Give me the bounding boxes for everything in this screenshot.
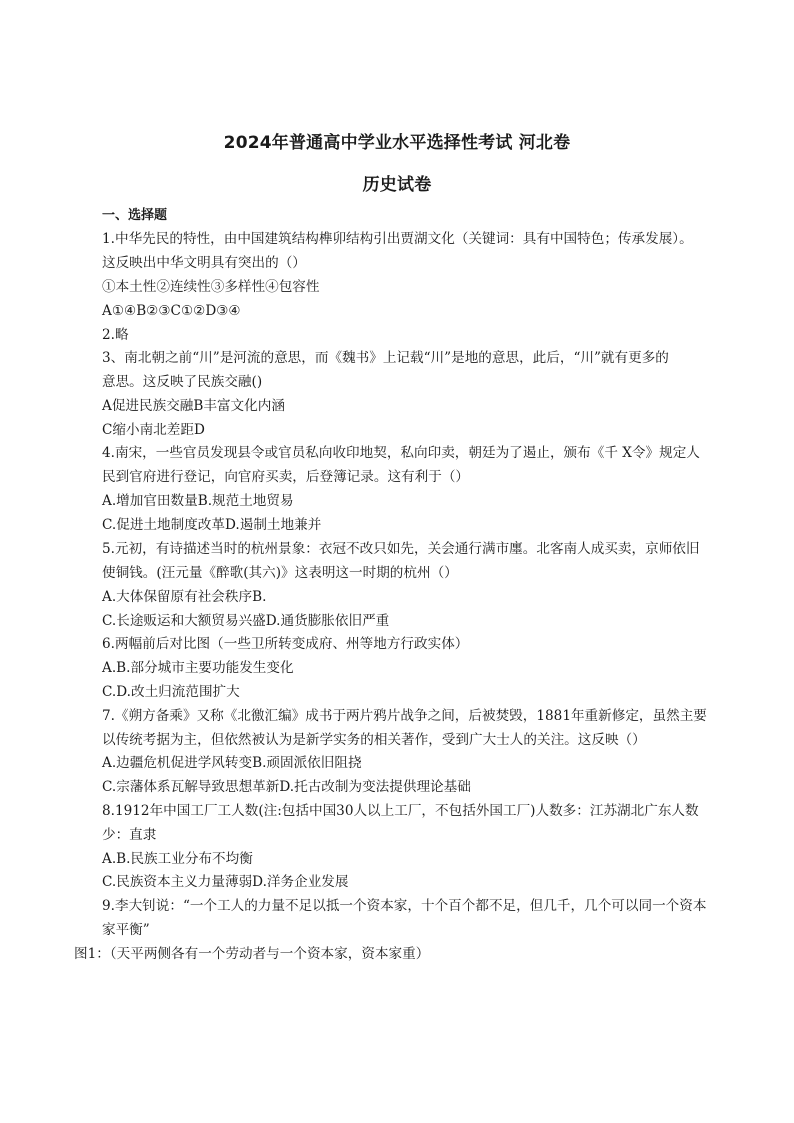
exam-subtitle: 历史试卷	[362, 175, 432, 195]
question-line: A.B.民族工业分布不均衡	[102, 851, 253, 867]
question-line: 6.两幅前后对比图（一些卫所转变成府、州等地方行政实体）	[102, 636, 469, 652]
question-line: 7.《朔方备乘》又称《北徼汇编》成书于两片鸦片战争之间，后被焚毁，1881年重新修定，虽然主要	[102, 708, 707, 724]
question-line: 5.元初，有诗描述当时的杭州景象：衣冠不改只如先，关会通行满市廛。北客南人成买卖，京师依旧	[102, 541, 700, 557]
question-line: 使铜钱。(汪元量《醉歌(其六)》这表明这一时期的杭州（）	[102, 565, 458, 581]
question-line: A促进民族交融B丰富文化内涵	[102, 398, 285, 414]
question-line: A.大体保留原有社会秩序B.	[102, 589, 267, 605]
question-line: C.促进土地制度改革D.遏制土地兼并	[102, 517, 322, 533]
question-line: 9.李大钊说：“一个工人的力量不足以抵一个资本家，十个百个都不足，但几千，几个可以同一个资本	[102, 898, 707, 914]
question-line: A①④B②③C①②D③④	[102, 303, 241, 319]
question-line: 8.1912年中国工厂工人数(注:包括中国30人以上工厂，不包括外国工厂)人数多：江苏湖北广东人数	[102, 803, 699, 819]
question-line: A.增加官田数量B.规范土地贸易	[102, 493, 294, 509]
question-line: C.宗藩体系瓦解导致思想革新D.托古改制为变法提供理论基础	[102, 779, 471, 795]
question-line: 少：直隶	[102, 827, 157, 843]
question-line: 意思。这反映了民族交融()	[102, 374, 263, 390]
figure-caption: 图1：（天平两侧各有一个劳动者与一个资本家，资本家重）	[74, 946, 430, 962]
question-line: 家平衡”	[102, 922, 150, 938]
question-line: 以传统考据为主，但依然被认为是新学实务的相关著作，受到广大士人的关注。这反映（）	[102, 732, 646, 748]
question-line: 1.中华先民的特性，由中国建筑结构榫卯结构引出贾湖文化（关键词：具有中国特色；传承发展）。	[102, 231, 693, 247]
question-line: C.D.改土归流范围扩大	[102, 684, 240, 700]
question-line: C.长途贩运和大额贸易兴盛D.通货膨胀依旧严重	[102, 613, 390, 629]
exam-title: 2024年普通高中学业水平选择性考试 河北卷	[223, 133, 571, 153]
question-line: 2.略	[102, 327, 129, 343]
question-line: 3、南北朝之前“川”是河流的意思，而《魏书》上记载“川”是地的意思，此后，“川”就有更多的	[102, 350, 669, 366]
question-line: C缩小南北差距D	[102, 422, 205, 438]
question-line: ①本土性②连续性③多样性④包容性	[102, 279, 320, 295]
section-heading: 一、选择题	[102, 208, 168, 223]
question-line: 民到官府进行登记，向官府买卖，后登簿记录。这有利于（）	[102, 469, 470, 485]
question-line: 这反映出中华文明具有突出的（）	[102, 255, 306, 271]
question-line: A.B.部分城市主要功能发生变化	[102, 660, 294, 676]
question-line: A.边疆危机促进学风转变B.顽固派依旧阻挠	[102, 755, 362, 771]
question-line: 4.南宋，一些官员发现县令或官员私向收印地契，私向印卖，朝廷为了遏止，颁布《千 X令》规定人	[102, 445, 700, 461]
question-line: C.民族资本主义力量薄弱D.洋务企业发展	[102, 874, 349, 890]
